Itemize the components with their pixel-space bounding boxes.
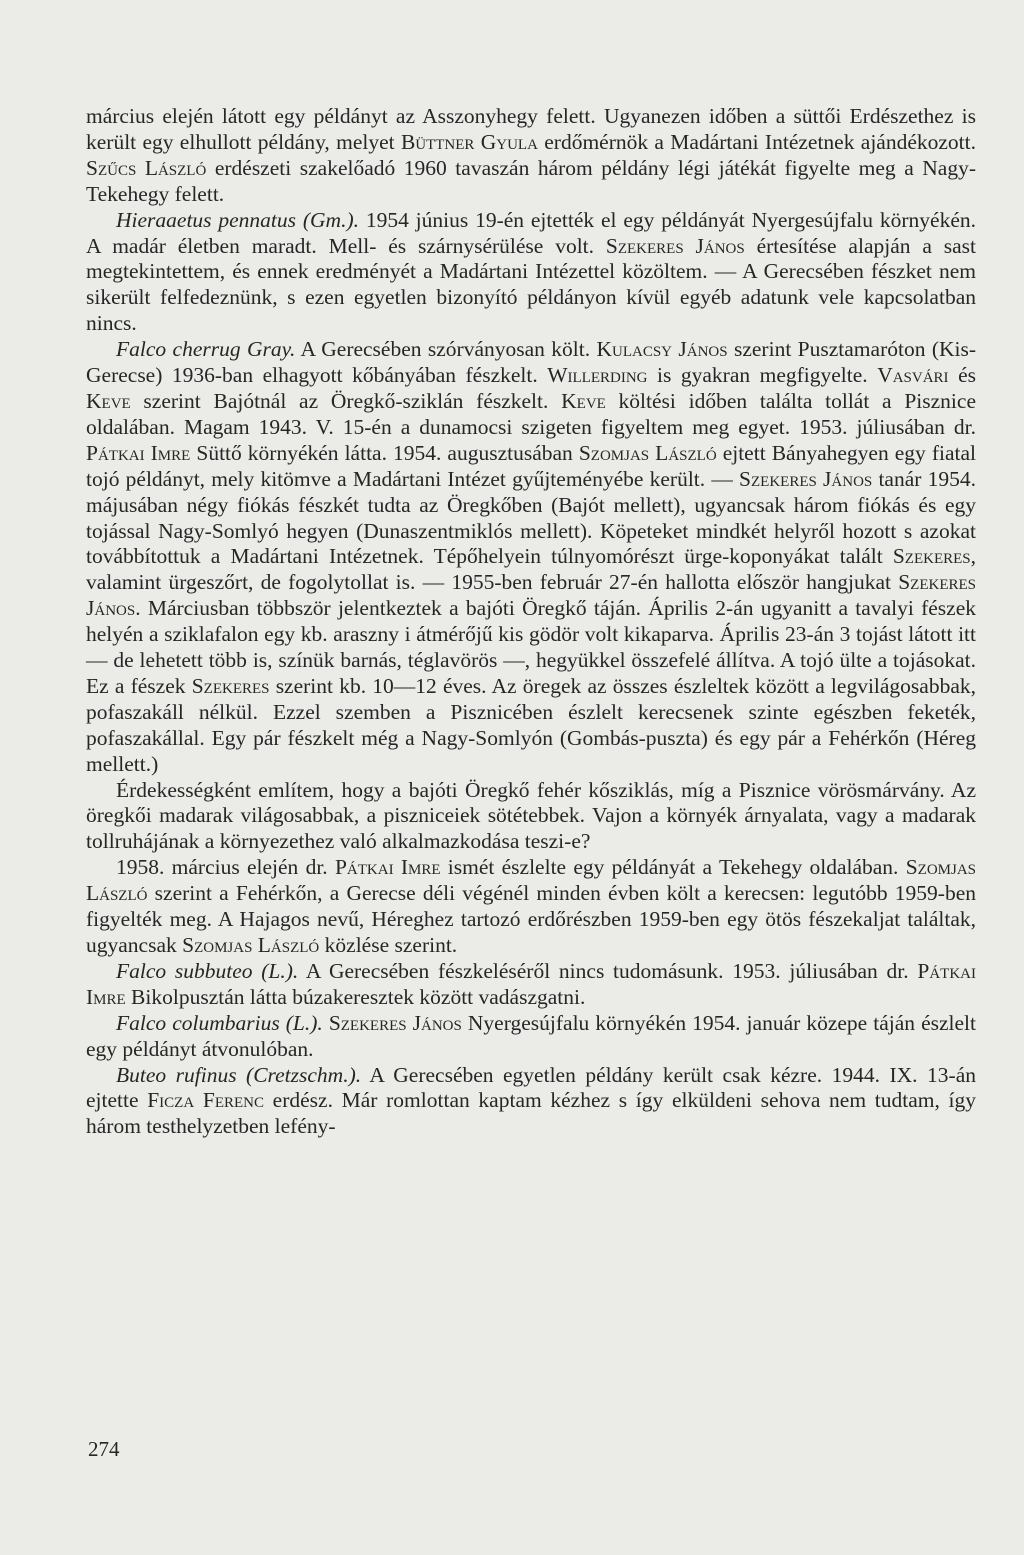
text-run: értesítése alapján a sast megtekintettem, és ennek eredményét a Madártani Intézettel közöltem. — A Gerecsében fészket nem sikerült felfedeznünk, s ezen egyetlen bizonyító példányon kívül egyéb adatunk vele kapcsolatban nincs. [86,233,976,336]
text-run: A Gerecsében fészkeléséről nincs tudomásunk. 1953. júliusában dr. [298,958,918,983]
person-name: Vasvári [877,363,949,388]
paragraph [86,337,976,777]
text-run: szerint Pusztamaróton (Kis-Gerecse) 1936-ban elhagyott kőbányában fészkelt. [86,337,977,388]
text-run: is gyakran megfigyelte. [647,363,878,388]
person-name: Keve [561,388,606,413]
person-name: Szekeres János [739,466,873,491]
text-run: szerint Bajótnál az Öregkő-sziklán fészkelt. [130,388,562,413]
body-text [86,104,976,1140]
text-run: Bikolpusztán látta búzakeresztek között vadászgatni. [125,984,586,1009]
text-run: A Gerecsében egyetlen példány került csak kézre. 1944. IX. 13-án ejtette [86,1062,976,1113]
text-run: március elején látott egy példányt az Asszonyhegy felett. Ugyanezen időben a süttői Erdészethez is került egy elhullott példány, melyet [86,104,976,154]
paragraph [86,104,976,208]
paragraph [86,778,976,856]
species-name: Hieraaetus pennatus (Gm.). [116,207,359,232]
person-name: Willerding [547,363,648,388]
text-run: Süttő környékén látta. 1954. augusztusában [190,440,579,465]
person-name: Pátkai Imre [86,958,976,1009]
person-name: Szűcs László [86,155,207,180]
text-run: erdészeti szakelőadó 1960 tavaszán három példány légi játékát figyelte meg a Nagy-Tekehegy felett. [86,155,976,206]
text-run: Nyergesújfalu környékén 1954. január közepe táján észlelt egy példányt átvonulóban. [86,1010,976,1061]
text-run: 1958. március elején dr. [116,855,335,880]
paragraph [86,1011,976,1063]
text-run: ejtett Bányahegyen egy fiatal tojó példányt, mely kitömve a Madártani Intézet gyűjteményébe került. — [86,440,977,491]
person-name: Szekeres [892,544,971,569]
text-run: és [948,363,976,388]
person-name: Szekeres János [605,233,745,258]
person-name: Szekeres János [328,1010,462,1035]
species-name: Falco subbuteo (L.). [116,958,299,983]
text-run: A Gerecsében szórványosan költ. [295,337,597,362]
text-run: 1954 június 19-én ejtették el egy példányát Nyergesújfalu környékén. A madár életben maradt. Mell- és szárnysérülése volt. [86,207,976,258]
person-name: Kulacsy János [596,337,728,362]
text-run: költési időben találta tollát a Pisznice oldalában. Magam 1943. V. 15-én a dunamocsi szigeten figyeltem meg egyet. 1953. júliusában dr. [86,388,976,439]
person-name: Keve [86,388,131,413]
text-run: szerint kb. 10—12 éves. Az öregek az összes észleltek között a legvilágosabbak, pofaszakáll nélkül. Ezzel szemben a Pisznicében észlelt kerecsenek szinte egészben feketék, pofaszakállal. Egy pár fészkelt még a Nagy-Somlyón (Gombás-puszta) és egy pár a Fehérkőn (Héreg mellett.) [86,673,977,776]
text-run: erdőmérnök a Madártani Intézetnek ajándékozott. [537,129,976,154]
text-run: közlése szerint. [319,933,458,957]
person-name: Pátkai Imre [86,440,191,465]
paragraph [86,855,976,959]
text-run: erdész. Már romlottan kaptam kézhez s így elküldeni sehova nem tudtam, így három testhelyzetben lefény- [86,1088,976,1139]
page-number: 274 [88,1437,120,1461]
text-run: szerint a Fehérkőn, a Gerecse déli végénél minden évben költ a kerecsen: legutóbb 1959-ben figyelték meg. A Hajagos nevű, Héreghez tartozó erdőrészben 1959-ben egy ötös fészekaljat találtak, ugyancsak [86,881,976,957]
person-name: Pátkai Imre [334,855,441,880]
person-name: Ficza Ferenc [147,1088,264,1113]
person-name: Szekeres [191,673,270,698]
person-name: Szomjas László [86,855,977,906]
person-name: Szomjas László [182,933,320,957]
paragraph [86,959,976,1011]
species-name: Buteo rufinus (Cretzschm.). [116,1062,362,1087]
text-run: , valamint ürgeszőrt, de fogolytollat is. — 1955-ben február 27-én hallotta először hangjukat [86,544,976,595]
person-name: Szomjas László [578,440,717,465]
person-name: Szekeres János [86,570,976,621]
paragraph [86,1063,976,1141]
text-run: . Márciusban többször jelentkeztek a bajóti Öregkő táján. Április 2-án ugyanitt a tavalyi fészek helyén a sziklafalon egy kb. araszny i átmérőjű kis gödör volt kikaparva. Április 23-án 3 tojást látott itt — de lehetett több is, színük barnás, téglavörös —, hegyükkel összefelé állítva. A tojó ülte a tojásokat. Ez a fészek [86,596,976,698]
paragraph [86,208,976,338]
person-name: Büttner Gyula [400,129,538,154]
species-name: Falco columbarius (L.). [116,1010,323,1035]
text-run: Érdekességként említem, hogy a bajóti Öregkő fehér kősziklás, míg a Pisznice vörösmárvány. Az öregkői madarak világosabbak, a piszniceiek sötétebbek. Vajon a környék árnyalata, vagy a madarak tollruhájának a környezethez való alkalmazkodása teszi-e? [86,777,976,854]
species-name: Falco cherrug Gray. [116,337,296,362]
text-run: ismét észlelte egy példányát a Tekehegy oldalában. [440,855,906,880]
text-run: tanár 1954. májusában négy fiókás fészkét tudta az Öregkőben (Bajót mellett), ugyancsak három fiókás és egy tojással Nagy-Somlyó hegyen (Dunaszentmiklós mellett). Köpeteket mindkét helyről hozott s azokat továbbítottuk a Madártani Intézetnek. Tépőhelyein túlnyomórészt ürge-koponyákat talált [86,466,976,569]
